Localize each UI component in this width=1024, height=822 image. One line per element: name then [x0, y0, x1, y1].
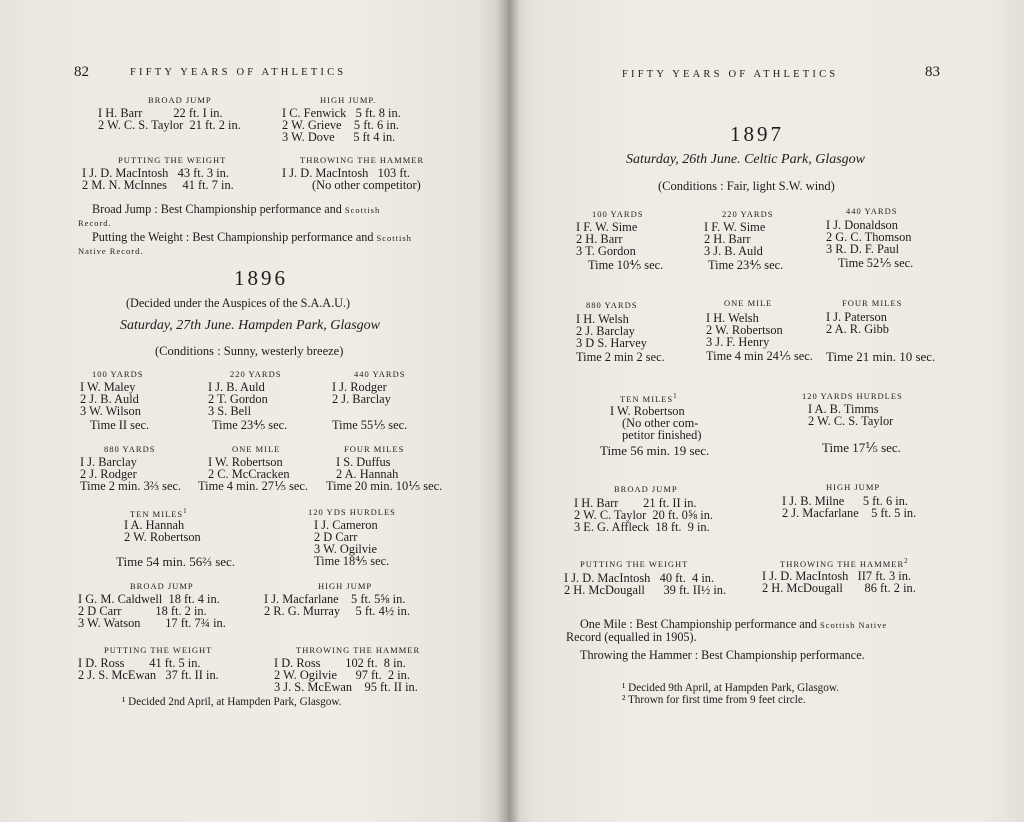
- result-line: 3 W. Ogilvie: [314, 542, 377, 556]
- note-text: Putting the Weight : Best Championship performance and: [92, 230, 377, 244]
- result-line: 2 T. Gordon: [208, 392, 268, 406]
- footnote: ¹ Decided 9th April, at Hampden Park, Glasgow.: [622, 682, 840, 694]
- results-list: [576, 221, 663, 271]
- result-line: (No other competitor): [312, 178, 421, 192]
- event-time: Time 17⅕ sec.: [822, 440, 901, 455]
- result-line: I G. M. Caldwell 18 ft. 4 in.: [78, 592, 220, 606]
- result-line: I J. Paterson: [826, 310, 887, 324]
- event-time: Time 18⅘ sec.: [314, 554, 390, 568]
- result-line: 2 M. N. McInnes 41 ft. 7 in.: [82, 178, 234, 192]
- event-title-text: THROWING THE HAMMER: [780, 558, 905, 569]
- result-line: 3 J. F. Henry: [706, 335, 770, 349]
- results-list: [762, 570, 916, 594]
- results-list: [782, 495, 916, 519]
- result-line: 3 W. Wilson: [80, 404, 141, 418]
- result-line: I F. W. Sime: [704, 220, 766, 234]
- event-title: THROWING THE HAMMER: [296, 645, 421, 655]
- results-list: [78, 593, 226, 629]
- result-line: 2 A. R. Gibb: [826, 322, 889, 336]
- note-smallcaps: Record.: [78, 218, 112, 228]
- result-line: 2 J. B. Auld: [80, 392, 139, 406]
- results-list: [326, 456, 442, 492]
- result-line: I C. Fenwick 5 ft. 8 in.: [282, 106, 401, 120]
- result-line: I J. D. MacIntosh II7 ft. 3 in.: [762, 569, 912, 583]
- event-title: 440 YARDS: [846, 206, 898, 216]
- result-line: I J. Cameron: [314, 518, 378, 532]
- results-list: [282, 107, 401, 143]
- event-time: Time 54 min. 56⅔ sec.: [116, 554, 236, 569]
- event-title: PUTTING THE WEIGHT: [580, 559, 689, 569]
- note-text: Broad Jump : Best Championship performance and: [92, 202, 345, 216]
- footnote-marker: 1: [673, 392, 678, 400]
- event-title: 440 YARDS: [354, 369, 406, 379]
- result-line: I D. Ross 41 ft. 5 in.: [78, 656, 201, 670]
- event-title: 880 YARDS: [104, 444, 156, 454]
- year-heading: 1896: [234, 266, 288, 290]
- event-title: BROAD JUMP: [148, 95, 212, 105]
- event-time: Time 52⅕ sec.: [838, 256, 914, 270]
- result-line: 2 W. C. Taylor 20 ft. 0⅝ in.: [574, 508, 713, 522]
- result-line: I J. B. Auld: [208, 380, 265, 394]
- result-line: 2 W. Robertson: [124, 530, 201, 544]
- results-list: [314, 519, 389, 567]
- note-line: [78, 215, 112, 230]
- result-line: I W. Maley: [80, 380, 136, 394]
- event-time: Time 56 min. 19 sec.: [600, 443, 710, 458]
- result-line: 2 W. Robertson: [706, 323, 783, 337]
- results-list: [704, 221, 783, 271]
- results-list: [80, 456, 181, 492]
- note-line: Record (equalled in 1905).: [566, 630, 697, 644]
- result-line: (No other com-: [622, 416, 699, 430]
- conditions: (Conditions : Sunny, westerly breeze): [155, 344, 344, 358]
- results-list: [208, 381, 287, 431]
- event-title: 100 YARDS: [92, 369, 144, 379]
- results-list: [808, 403, 893, 427]
- result-line: 3 W. Dove 5 ft 4 in.: [282, 130, 396, 144]
- result-line: I J. D. MacIntosh 103 ft.: [282, 166, 411, 180]
- event-time: Time 23⅘ sec.: [708, 258, 784, 272]
- results-list: [78, 657, 219, 681]
- results-list: [574, 497, 713, 533]
- page-number: 82: [74, 64, 89, 80]
- results-list: [274, 657, 418, 693]
- page-number: 83: [925, 64, 940, 80]
- conditions: (Conditions : Fair, light S.W. wind): [658, 179, 835, 193]
- event-time: Time 10⅘ sec.: [588, 258, 664, 272]
- result-line: 2 D Carr: [314, 530, 358, 544]
- result-line: I S. Duffus: [336, 455, 391, 469]
- result-line: 2 J. Rodger: [80, 467, 137, 481]
- event-title: HIGH JUMP: [826, 482, 881, 492]
- result-line: 3 S. Bell: [208, 404, 252, 418]
- event-time: Time 2 min 2 sec.: [576, 350, 665, 364]
- result-line: I D. Ross 102 ft. 8 in.: [274, 656, 406, 670]
- event-time: Time 23⅘ sec.: [212, 418, 288, 432]
- event-title: 120 YDS HURDLES: [308, 507, 396, 517]
- organiser-line: (Decided under the Auspices of the S.A.A.U.): [126, 296, 351, 310]
- result-line: I J. D. MacIntosh 43 ft. 3 in.: [82, 166, 229, 180]
- note-smallcaps: Scottish: [376, 233, 412, 243]
- event-title: 220 YARDS: [230, 369, 282, 379]
- result-line: 2 H. Barr: [704, 232, 751, 246]
- results-list: [80, 381, 149, 431]
- result-line: 2 W. C. S. Taylor 21 ft. 2 in.: [98, 118, 241, 132]
- result-line: I J. Donaldson: [826, 218, 898, 232]
- result-line: 2 R. G. Murray 5 ft. 4½ in.: [264, 604, 410, 618]
- result-line: petitor finished): [622, 428, 702, 442]
- result-line: I A. Hannah: [124, 518, 185, 532]
- result-line: I H. Barr 22 ft. I in.: [98, 106, 223, 120]
- result-line: I J. Barclay: [80, 455, 137, 469]
- results-list: [706, 312, 813, 362]
- event-title: FOUR MILES: [842, 298, 903, 308]
- result-line: 2 G. C. Thomson: [826, 230, 912, 244]
- book-gutter: [496, 0, 520, 822]
- result-line: 3 R. D. F. Paul: [826, 242, 900, 256]
- event-title: PUTTING THE WEIGHT: [104, 645, 213, 655]
- event-title: [620, 392, 678, 404]
- footnote-marker: 2: [904, 557, 909, 565]
- results-list: [264, 593, 410, 617]
- result-line: 2 C. McCracken: [208, 467, 290, 481]
- event-title-text: TEN MILES: [130, 508, 184, 519]
- result-line: I J. B. Milne 5 ft. 6 in.: [782, 494, 908, 508]
- results-list: [610, 405, 702, 441]
- result-line: I A. B. Timms: [808, 402, 879, 416]
- running-head: FIFTY YEARS OF ATHLETICS: [622, 69, 839, 80]
- result-line: 2 H. Barr: [576, 232, 623, 246]
- date-venue: Saturday, 26th June. Celtic Park, Glasgow: [626, 152, 866, 167]
- result-line: 3 D S. Harvey: [576, 336, 647, 350]
- event-title: BROAD JUMP: [614, 484, 678, 494]
- event-time: Time II sec.: [90, 418, 150, 432]
- event-time: Time 2 min. 3⅔ sec.: [80, 479, 182, 493]
- result-line: I W. Robertson: [208, 455, 283, 469]
- footnote: ² Thrown for first time from 9 feet circle.: [622, 694, 806, 706]
- result-line: 2 A. Hannah: [336, 467, 399, 481]
- event-title: [780, 557, 909, 569]
- results-list: [826, 219, 913, 269]
- event-title: PUTTING THE WEIGHT: [118, 155, 227, 165]
- event-title: BROAD JUMP: [130, 581, 194, 591]
- result-line: 3 W. Watson 17 ft. 7¾ in.: [78, 616, 226, 630]
- event-title: 880 YARDS: [586, 300, 638, 310]
- date-venue: Saturday, 27th June. Hampden Park, Glasgow: [120, 318, 381, 333]
- result-line: 3 J. S. McEwan 95 ft. II in.: [274, 680, 418, 694]
- footnote-marker: 1: [183, 507, 188, 515]
- result-line: 2 W. C. S. Taylor: [808, 414, 894, 428]
- results-list: [332, 381, 407, 431]
- result-line: 2 J. Barclay: [576, 324, 635, 338]
- result-line: I F. W. Sime: [576, 220, 638, 234]
- result-line: I J. Macfarlane 5 ft. 5⅝ in.: [264, 592, 406, 606]
- footnote: ¹ Decided 2nd April, at Hampden Park, Glasgow.: [122, 696, 342, 708]
- event-title: HIGH JUMP: [318, 581, 373, 591]
- results-list: [282, 167, 421, 191]
- result-line: 2 J. S. McEwan 37 ft. II in.: [78, 668, 219, 682]
- event-time: Time 4 min. 27⅕ sec.: [198, 479, 308, 493]
- event-title: ONE MILE: [724, 298, 773, 308]
- event-title: HIGH JUMP.: [320, 95, 377, 105]
- event-title: ONE MILE: [232, 444, 281, 454]
- event-title: FOUR MILES: [344, 444, 405, 454]
- result-line: 2 J. Macfarlane 5 ft. 5 in.: [782, 506, 917, 520]
- event-time: Time 20 min. 10⅕ sec.: [326, 479, 443, 493]
- result-line: I H. Welsh: [576, 312, 629, 326]
- event-title: 220 YARDS: [722, 209, 774, 219]
- results-list: [98, 107, 241, 131]
- results-list: [576, 313, 665, 363]
- result-line: I J. D. MacIntosh 40 ft. 4 in.: [564, 571, 715, 585]
- note-line: Throwing the Hammer : Best Championship performance.: [580, 648, 865, 662]
- results-list: [564, 572, 726, 596]
- note-smallcaps: Scottish Native: [819, 620, 888, 630]
- result-line: 2 H. McDougall 39 ft. II½ in.: [564, 583, 727, 597]
- result-line: 2 J. Barclay: [332, 392, 391, 406]
- results-list: [198, 456, 308, 492]
- year-heading: 1897: [730, 122, 784, 146]
- event-time: Time 4 min 24⅕ sec.: [706, 349, 813, 363]
- result-line: I W. Robertson: [610, 404, 685, 418]
- event-title: 120 YARDS HURDLES: [802, 391, 903, 401]
- event-time: Time 21 min. 10 sec.: [826, 349, 936, 364]
- right-page: [508, 0, 1024, 822]
- event-time: Time 55⅕ sec.: [332, 418, 408, 432]
- running-head: FIFTY YEARS OF ATHLETICS: [130, 67, 347, 78]
- note-text: One Mile : Best Championship performance and: [580, 617, 820, 631]
- result-line: 2 W. Ogilvie 97 ft. 2 in.: [274, 668, 410, 682]
- results-list: [82, 167, 234, 191]
- event-title-text: TEN MILES: [620, 393, 674, 404]
- note-line: [78, 243, 143, 258]
- results-list: [124, 519, 201, 543]
- result-line: 2 H. McDougall 86 ft. 2 in.: [762, 581, 916, 595]
- result-line: 2 W. Grieve 5 ft. 6 in.: [282, 118, 400, 132]
- event-title: THROWING THE HAMMER: [300, 155, 425, 165]
- result-line: 3 J. B. Auld: [704, 244, 763, 258]
- result-line: 2 D Carr 18 ft. 2 in.: [78, 604, 207, 618]
- result-line: I J. Rodger: [332, 380, 387, 394]
- result-line: 3 T. Gordon: [576, 244, 636, 258]
- result-line: I H. Welsh: [706, 311, 759, 325]
- result-line: 3 E. G. Affleck 18 ft. 9 in.: [574, 520, 710, 534]
- note-smallcaps: Scottish: [344, 205, 381, 215]
- results-list: [826, 311, 889, 335]
- event-title: 100 YARDS: [592, 209, 644, 219]
- left-page: [0, 0, 508, 822]
- note-smallcaps: Native Record.: [78, 246, 144, 256]
- note-line: [92, 202, 380, 217]
- result-line: I H. Barr 21 ft. II in.: [574, 496, 697, 510]
